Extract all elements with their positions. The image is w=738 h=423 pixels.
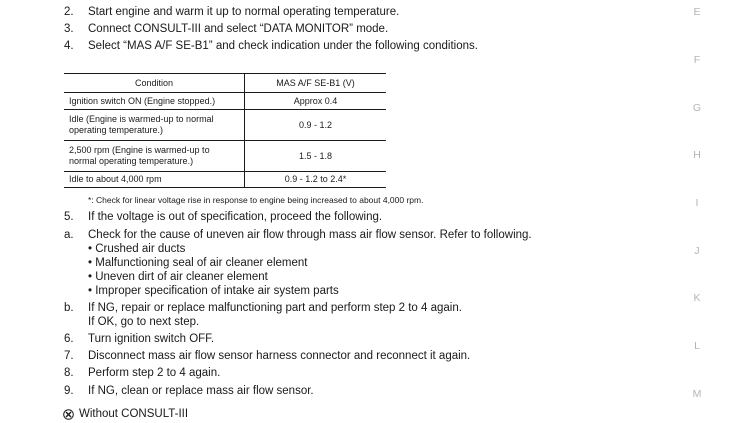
step-5 (64, 211, 584, 225)
step-b (64, 302, 584, 316)
column-header-value: MAS A/F SE-B1 (V) (245, 74, 387, 93)
step-text: If NG, repair or replace malfunctioning part and perform step 2 to 4 again. (88, 302, 462, 314)
table-row (64, 93, 386, 110)
margin-letter-e: E (693, 6, 701, 18)
step-number: 8. (64, 367, 74, 379)
step-text: Connect CONSULT-III and select “DATA MONITOR” mode. (88, 23, 389, 35)
step-label: a. (64, 229, 74, 241)
step-number: 9. (64, 385, 74, 397)
step-4 (64, 40, 584, 54)
step-text: Perform step 2 to 4 again. (88, 367, 221, 379)
step-text: If NG, clean or replace mass air flow sensor. (88, 385, 314, 397)
condition-cell: Ignition switch ON (Engine stopped.) (64, 93, 245, 110)
step-number: 4. (64, 40, 74, 52)
step-text: Check for the cause of uneven air flow through mass air flow sensor. Refer to following. (88, 229, 532, 241)
table-row (64, 172, 386, 188)
bullet-text: Uneven dirt of air cleaner element (95, 271, 268, 283)
value-cell: 0.9 - 1.2 (245, 110, 387, 141)
step-number: 6. (64, 333, 74, 345)
step-8 (64, 367, 584, 381)
margin-letter-l: L (694, 340, 700, 352)
bullet-item: • Crushed air ducts (88, 243, 186, 255)
step-text: If the voltage is out of specification, proceed the following. (88, 211, 383, 223)
table-header-row (64, 74, 386, 93)
step-number: 5. (64, 211, 74, 223)
margin-letter-f: F (693, 54, 701, 66)
bullet-item: • Uneven dirt of air cleaner element (88, 271, 268, 283)
bullet-item: • Improper specification of intake air system parts (88, 285, 339, 297)
condition-cell: Idle to about 4,000 rpm (64, 172, 245, 188)
step-text: Start engine and warm it up to normal operating temperature. (88, 6, 400, 18)
margin-letter-k: K (693, 292, 701, 304)
margin-letter-h: H (693, 149, 701, 161)
step-a (64, 229, 584, 243)
step-2 (64, 6, 584, 20)
step-3 (64, 23, 584, 37)
margin-letter-g: G (692, 102, 702, 114)
step-text: Disconnect mass air flow sensor harness connector and reconnect it again. (88, 350, 471, 362)
condition-cell: 2,500 rpm (Engine is warmed-up to normal operating temperature.) (64, 141, 245, 172)
table-footnote: *: Check for linear voltage rise in response to engine being increased to about 4,000 rpm. (88, 195, 424, 205)
condition-table (64, 73, 386, 188)
step-number: 2. (64, 6, 74, 18)
step-9 (64, 385, 584, 399)
circle-x-icon (63, 409, 74, 420)
without-consult-label: Without CONSULT-III (79, 408, 189, 420)
value-cell: Approx 0.4 (245, 93, 387, 110)
margin-letter-j: J (694, 245, 700, 257)
table-row (64, 110, 386, 141)
margin-letter-i: I (695, 197, 699, 209)
table-row (64, 141, 386, 172)
step-text: Turn ignition switch OFF. (88, 333, 215, 345)
bullet-text: Malfunctioning seal of air cleaner element (95, 257, 308, 269)
step-label: b. (64, 302, 74, 314)
step-number: 7. (64, 350, 74, 362)
value-cell: 0.9 - 1.2 to 2.4* (245, 172, 387, 188)
step-7 (64, 350, 584, 364)
step-number: 3. (64, 23, 74, 35)
bullet-text: Improper specification of intake air system parts (95, 285, 339, 297)
step-text: Select “MAS A/F SE-B1” and check indication under the following conditions. (88, 40, 478, 52)
bullet-text: Crushed air ducts (95, 243, 186, 255)
bullet-item: • Malfunctioning seal of air cleaner element (88, 257, 308, 269)
condition-cell: Idle (Engine is warmed-up to normal operating temperature.) (64, 110, 245, 141)
value-cell: 1.5 - 1.8 (245, 141, 387, 172)
step-b-continuation: If OK, go to next step. (88, 316, 200, 328)
column-header-condition: Condition (64, 74, 245, 93)
step-6 (64, 333, 584, 347)
margin-letter-m: M (692, 388, 702, 400)
